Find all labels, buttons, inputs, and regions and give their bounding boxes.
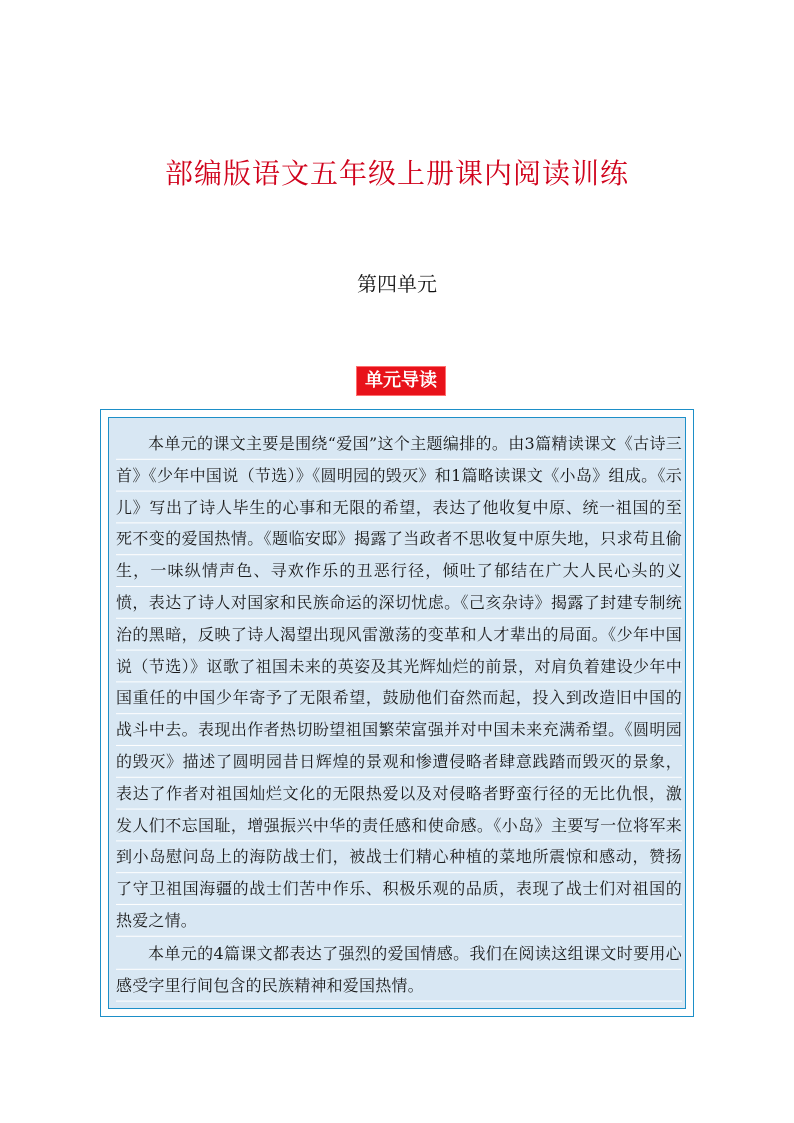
intro-paragraph-2: 本单元的4篇课文都表达了强烈的爱国情感。我们在阅读这组课文时要用心感受字里行间包含的民族精神和爱国热情。 [116, 938, 682, 1002]
section-badge: 单元导读 [356, 366, 446, 396]
unit-heading: 第四单元 [357, 272, 437, 296]
document-title: 部编版语文五年级上册课内阅读训练 [164, 157, 629, 190]
intro-paragraph-1: 本单元的课文主要是围绕“爱国”这个主题编排的。由3篇精读课文《古诗三首》《少年中国说（节选）》《圆明园的毁灭》和1篇略读课文《小岛》组成。《示儿》写出了诗人毕生的心事和无限的希望，表达了他收复中原、统一祖国的至死不变的爱国热情。《题临安邸》揭露了当政者不思收复中原失地，只求苟且偷生，一味纵情声色、寻欢作乐的丑恶行径，倾吐了郁结在广大人民心头的义愤，表达了诗人对国家和民族命运的深切忧虑。《己亥杂诗》揭露了封建专制统治的黑暗，反映了诗人渴望出现风雷激荡的变革和人才辈出的局面。《少年中国说（节选）》讴歌了祖国未来的英姿及其光辉灿烂的前景，对肩负着建设少年中国重任的中国少年寄予了无限希望，鼓励他们奋然而起，投入到改造旧中国的战斗中去。表现出作者热切盼望祖国繁荣富强并对中国未来充满希望。《圆明园的毁灭》描述了圆明园昔日辉煌的景观和惨遭侵略者肆意践踏而毁灭的景象，表达了作者对祖国灿烂文化的无限热爱以及对侵略者野蛮行径的无比仇恨，激发人们不忘国耻，增强振兴中华的责任感和使命感。《小岛》主要写一位将军来到小岛慰问岛上的海防战士们，被战士们精心种植的菜地所震惊和感动，赞扬了守卫祖国海疆的战士们苦中作乐、积极乐观的品质，表现了战士们对祖国的热爱之情。 [116, 428, 682, 937]
